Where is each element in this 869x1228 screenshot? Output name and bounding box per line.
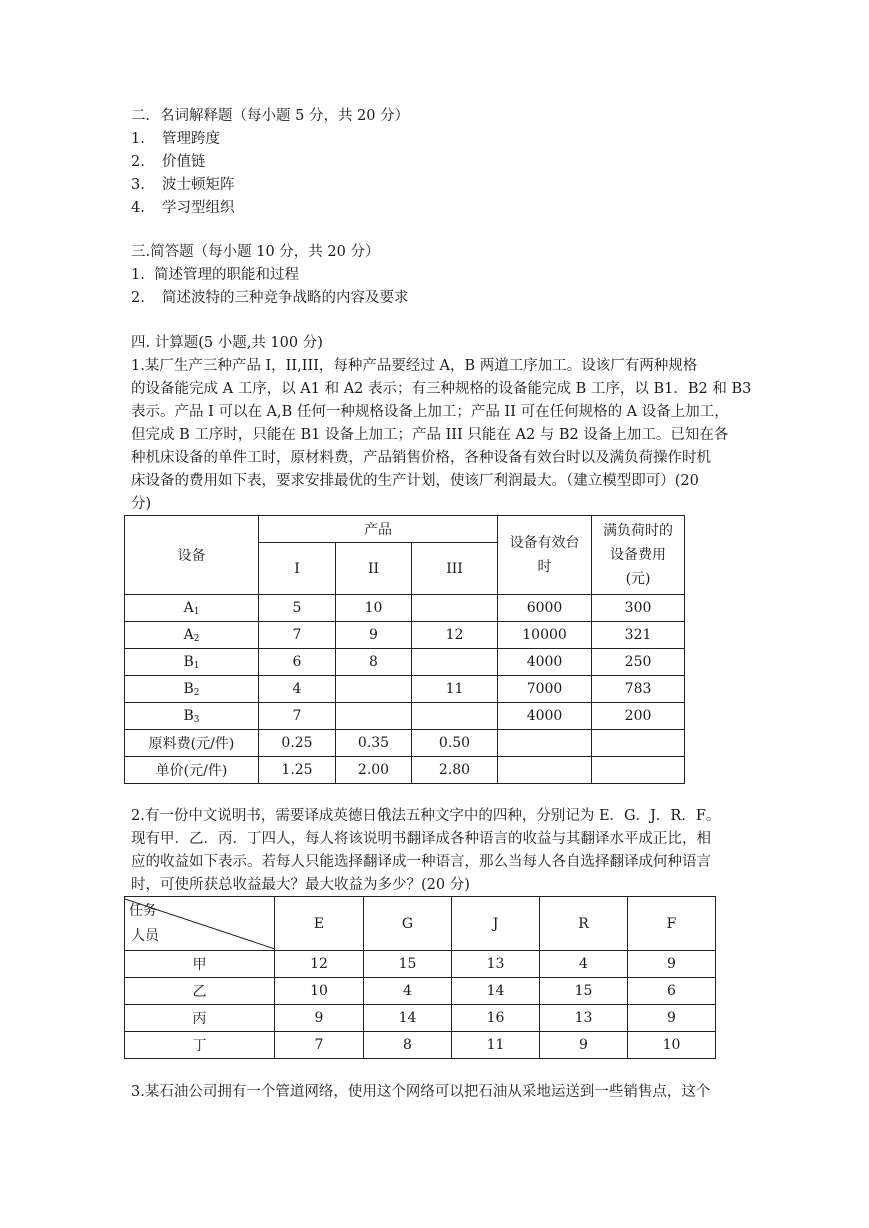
table-cell bbox=[498, 757, 592, 784]
question-1-line: 床设备的费用如下表，要求安排最优的生产计划，使该厂利润最大。（建立模型即可）(20 bbox=[131, 473, 699, 489]
table-row bbox=[125, 676, 685, 703]
table-row bbox=[125, 757, 685, 784]
table-cell: 1.25 bbox=[259, 757, 336, 784]
row-label: 单价(元/件) bbox=[125, 757, 259, 784]
list-item bbox=[131, 264, 741, 287]
table-row bbox=[125, 978, 716, 1005]
item-text: 简述管理的职能和过程 bbox=[154, 267, 299, 283]
table-cell: 8 bbox=[364, 1032, 452, 1059]
table-cell: 4000 bbox=[498, 649, 592, 676]
table-cell: 12 bbox=[412, 622, 498, 649]
table-cell: 9 bbox=[628, 1005, 716, 1032]
item-text: 管理跨度 bbox=[162, 131, 220, 147]
table-cell: 7000 bbox=[498, 676, 592, 703]
section-3 bbox=[131, 241, 741, 310]
table-cell: 5 bbox=[259, 595, 336, 622]
list-item bbox=[131, 197, 741, 220]
table-row bbox=[125, 703, 685, 730]
table-cell: 4000 bbox=[498, 703, 592, 730]
item-text: 简述波特的三种竞争战略的内容及要求 bbox=[162, 290, 409, 306]
question-1-line: 种机床设备的单件工时，原材料费，产品销售价格，各种设备有效台时以及满负荷操作时机 bbox=[131, 450, 711, 466]
list-item bbox=[131, 128, 741, 151]
question-2-line: 时，可使所获总收益最大？最大收益为多少？(20 分) bbox=[131, 877, 470, 893]
question-3 bbox=[131, 1081, 741, 1104]
table-cell bbox=[336, 703, 412, 730]
question-2-line: 应的收益如下表示。若每人只能选择翻译成一种语言，那么当每人各自选择翻译成何种语言 bbox=[131, 854, 711, 870]
table-cell: 4 bbox=[540, 951, 628, 978]
header-product-iii: III bbox=[412, 543, 498, 595]
item-number: 1. bbox=[131, 131, 145, 147]
table-cell: 200 bbox=[592, 703, 685, 730]
list-item bbox=[131, 287, 741, 310]
item-number: 4. bbox=[131, 200, 145, 216]
header-product-i: I bbox=[259, 543, 336, 595]
table-cell: 10000 bbox=[498, 622, 592, 649]
table-cell: 250 bbox=[592, 649, 685, 676]
header-available-hours: 设备有效台时 bbox=[498, 516, 592, 595]
table-cell: 4 bbox=[364, 978, 452, 1005]
table-cell bbox=[592, 730, 685, 757]
table-cell bbox=[336, 676, 412, 703]
table-cell: 8 bbox=[336, 649, 412, 676]
table-cell: 6000 bbox=[498, 595, 592, 622]
table-row bbox=[125, 595, 685, 622]
table-cell: 9 bbox=[540, 1032, 628, 1059]
table-cell: 9 bbox=[336, 622, 412, 649]
item-number: 3. bbox=[131, 177, 145, 193]
person-name: 甲 bbox=[125, 951, 275, 978]
table-cell: 10 bbox=[275, 978, 364, 1005]
list-item bbox=[131, 151, 741, 174]
table-cell bbox=[592, 757, 685, 784]
question-3-line: 3.某石油公司拥有一个管道网络，使用这个网络可以把石油从采地运送到一些销售点，这个 bbox=[131, 1084, 711, 1100]
diagonal-header-cell bbox=[125, 897, 275, 951]
equipment-name: $A_2$ bbox=[125, 622, 259, 649]
table-cell: 11 bbox=[452, 1032, 540, 1059]
table-cell: 2.80 bbox=[412, 757, 498, 784]
table-cell: 7 bbox=[275, 1032, 364, 1059]
section-4 bbox=[131, 332, 752, 516]
column-header: J bbox=[452, 897, 540, 951]
item-number: 2. bbox=[131, 290, 145, 306]
table-cell: 13 bbox=[452, 951, 540, 978]
question-1-line: 表示。产品 I 可以在 A,B 任何一种规格设备上加工；产品 II 可在任何规格的 A 设备上加工， bbox=[131, 404, 729, 420]
table-cell: 300 bbox=[592, 595, 685, 622]
table-cell: 6 bbox=[628, 978, 716, 1005]
corner-label-person: 人员 bbox=[131, 928, 159, 944]
person-name: 丙 bbox=[125, 1005, 275, 1032]
question-1-line: 分) bbox=[131, 496, 152, 512]
table-cell bbox=[412, 649, 498, 676]
question-1-line: 1.某厂生产三种产品 I，II,III，每种产品要经过 A，B 两道工序加工。设该厂有两种规格 bbox=[131, 358, 698, 374]
table-cell: 9 bbox=[628, 951, 716, 978]
row-label: 原料费(元/件) bbox=[125, 730, 259, 757]
item-text: 价值链 bbox=[162, 154, 206, 170]
column-header: R bbox=[540, 897, 628, 951]
table-cell: 0.50 bbox=[412, 730, 498, 757]
section-2 bbox=[131, 105, 741, 220]
header-full-load-cost: 满负荷时的设备费用(元) bbox=[592, 516, 685, 595]
table-row bbox=[125, 1032, 716, 1059]
table-cell: 6 bbox=[259, 649, 336, 676]
table-cell: 9 bbox=[275, 1005, 364, 1032]
table-row bbox=[125, 1005, 716, 1032]
table-row bbox=[125, 649, 685, 676]
table-row bbox=[125, 730, 685, 757]
question-2-line: 现有甲．乙．丙．丁四人，每人将该说明书翻译成各种语言的收益与其翻译水平成正比，相 bbox=[131, 831, 711, 847]
table-cell bbox=[412, 703, 498, 730]
table-cell: 4 bbox=[259, 676, 336, 703]
question-1-line: 但完成 B 工序时，只能在 B1 设备上加工；产品 III 只能在 A2 与 B2 设备上加工。已知在各 bbox=[131, 427, 729, 443]
table-cell: 7 bbox=[259, 703, 336, 730]
table-cell: 12 bbox=[275, 951, 364, 978]
column-header: G bbox=[364, 897, 452, 951]
question-2 bbox=[131, 805, 741, 897]
table-cell: 15 bbox=[540, 978, 628, 1005]
list-item bbox=[131, 174, 741, 197]
item-number: 1. bbox=[131, 267, 145, 283]
table-cell: 10 bbox=[628, 1032, 716, 1059]
table-row bbox=[125, 622, 685, 649]
corner-label-task: 任务 bbox=[129, 903, 157, 919]
assignment-table bbox=[124, 896, 716, 1059]
table-cell: 15 bbox=[364, 951, 452, 978]
section-4-heading: 四. 计算题(5 小题,共 100 分) bbox=[131, 335, 323, 351]
equipment-name: $B_1$ bbox=[125, 649, 259, 676]
section-2-heading: 二．名词解释题（每小题 5 分，共 20 分） bbox=[131, 108, 410, 124]
item-text: 学习型组织 bbox=[162, 200, 235, 216]
table-cell: 14 bbox=[452, 978, 540, 1005]
table-cell: 13 bbox=[540, 1005, 628, 1032]
table-cell bbox=[412, 595, 498, 622]
table-cell: 10 bbox=[336, 595, 412, 622]
table-cell: 0.35 bbox=[336, 730, 412, 757]
question-2-line: 2.有一份中文说明书，需要译成英德日俄法五种文字中的四种，分别记为 E．G．J．R．F。 bbox=[131, 808, 721, 824]
table-cell: 2.00 bbox=[336, 757, 412, 784]
section-3-heading: 三.简答题（每小题 10 分，共 20 分） bbox=[131, 244, 380, 260]
table-cell: 783 bbox=[592, 676, 685, 703]
equipment-name: $B_3$ bbox=[125, 703, 259, 730]
header-equipment: 设备 bbox=[125, 516, 259, 595]
header-product-ii: II bbox=[336, 543, 412, 595]
table-cell: 14 bbox=[364, 1005, 452, 1032]
person-name: 乙 bbox=[125, 978, 275, 1005]
column-header: F bbox=[628, 897, 716, 951]
equipment-name: $A_1$ bbox=[125, 595, 259, 622]
table-cell: 7 bbox=[259, 622, 336, 649]
question-1 bbox=[131, 355, 752, 516]
item-text: 波士顿矩阵 bbox=[162, 177, 235, 193]
table-row bbox=[125, 951, 716, 978]
equipment-name: $B_2$ bbox=[125, 676, 259, 703]
table-cell bbox=[498, 730, 592, 757]
question-1-line: 的设备能完成 A 工序，以 A1 和 A2 表示；有三种规格的设备能完成 B 工序，以 B1．B2 和 B3 bbox=[131, 381, 752, 397]
table-cell: 321 bbox=[592, 622, 685, 649]
person-name: 丁 bbox=[125, 1032, 275, 1059]
table-cell: 11 bbox=[412, 676, 498, 703]
table-cell: 16 bbox=[452, 1005, 540, 1032]
item-number: 2. bbox=[131, 154, 145, 170]
table-cell: 0.25 bbox=[259, 730, 336, 757]
column-header: E bbox=[275, 897, 364, 951]
equipment-table bbox=[124, 515, 685, 784]
header-product: 产品 bbox=[259, 516, 498, 543]
